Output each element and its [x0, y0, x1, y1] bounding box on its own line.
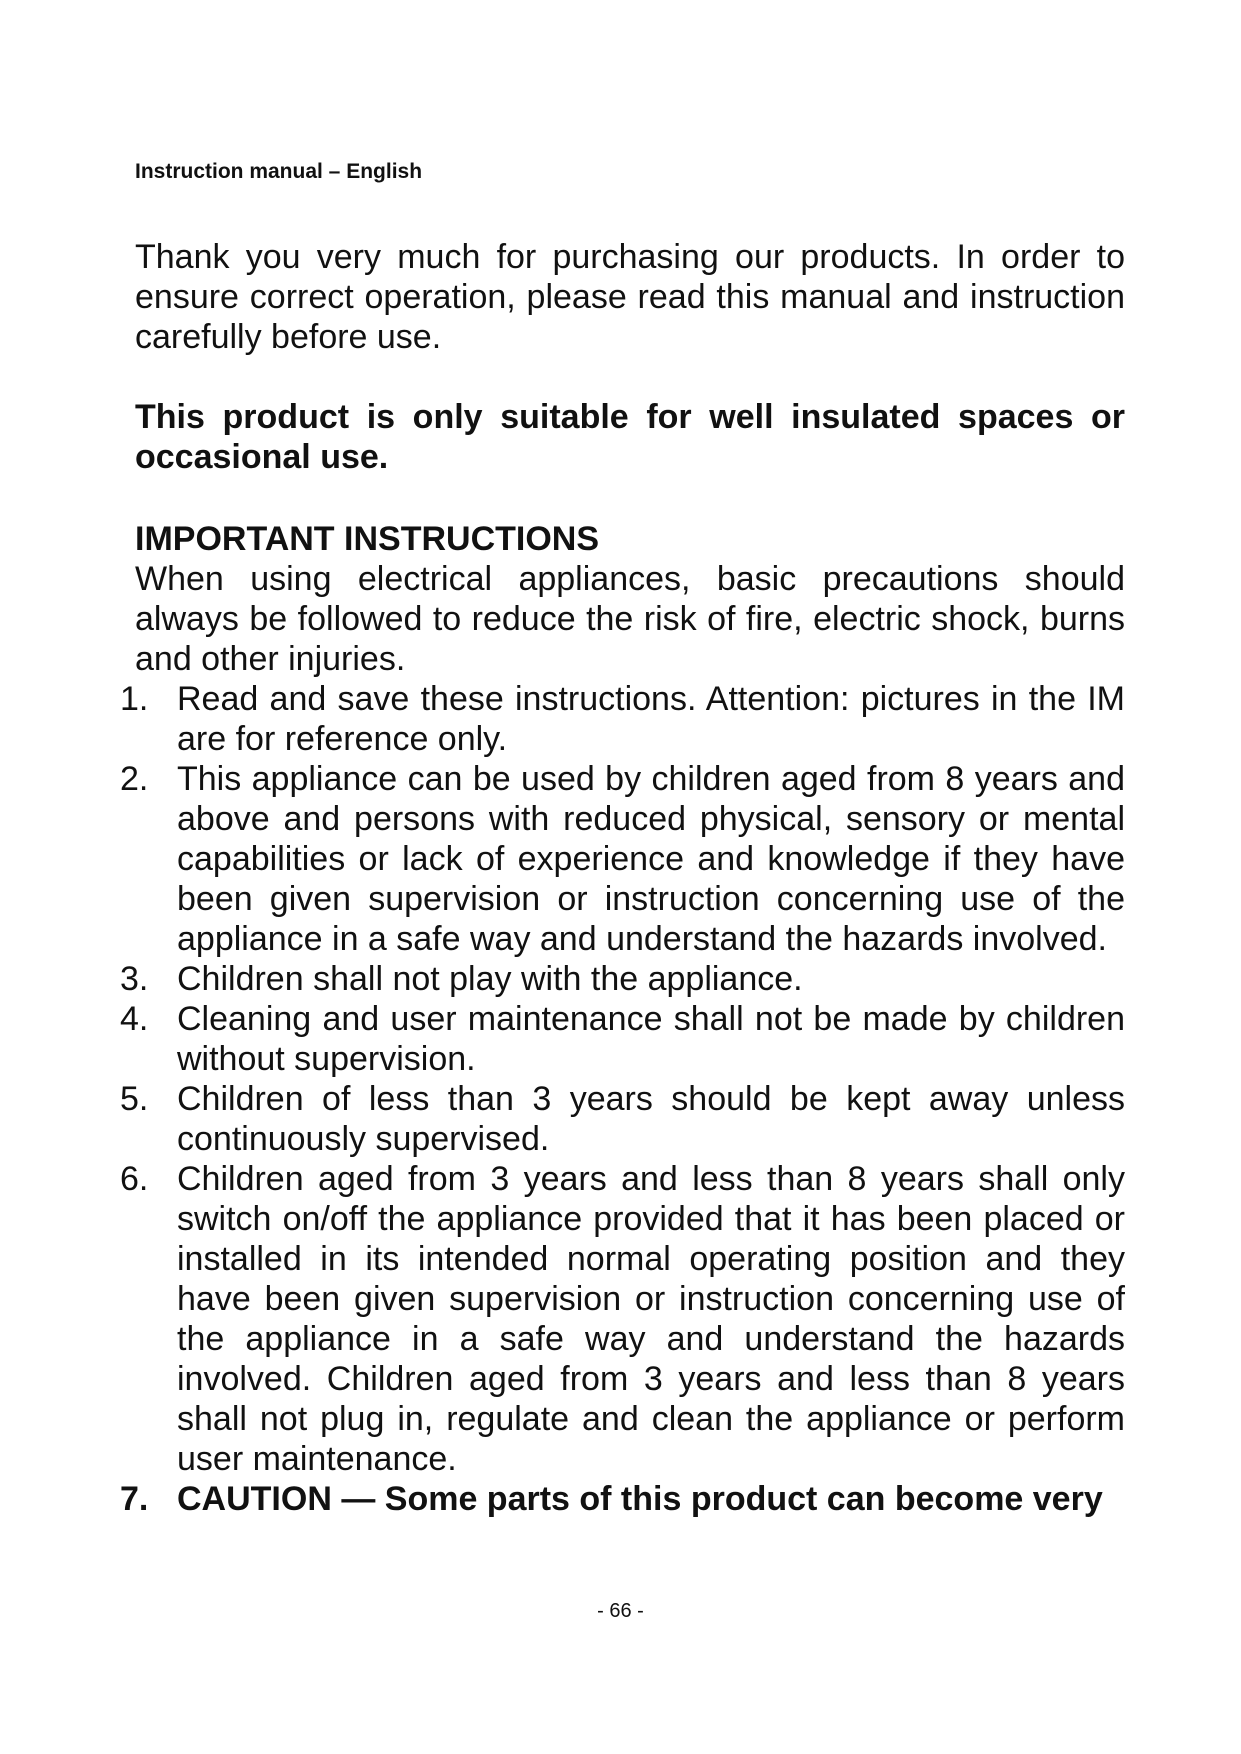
item-text: This appliance can be used by children aged from 8 years and above and persons with reduced physical, sensory or mental capabilities or lack of experience and knowledge if they have been given supervision or instruction concerning use of the appliance in a safe way and understand the hazards involved.: [177, 760, 1125, 958]
page-number: - 66 -: [597, 1600, 644, 1622]
item-number: 3.: [120, 960, 149, 998]
item-number: 4.: [120, 1000, 149, 1038]
item-number: 7.: [120, 1480, 149, 1518]
important-instructions-section: [120, 519, 1125, 1519]
item-text: Children shall not play with the appliance.: [177, 960, 803, 998]
item-number: 1.: [120, 680, 149, 718]
item-text: Cleaning and user maintenance shall not be made by children without supervision.: [177, 1000, 1125, 1078]
list-item: [120, 959, 1125, 999]
item-text: Children of less than 3 years should be kept away unless continuously supervised.: [177, 1080, 1125, 1158]
item-number: 2.: [120, 760, 149, 798]
page-content: [120, 237, 1125, 1519]
instruction-list: [120, 679, 1125, 1519]
list-item: [120, 679, 1125, 759]
suitability-notice: This product is only suitable for well insulated spaces or occasional use.: [135, 398, 1125, 476]
list-item: [120, 1079, 1125, 1159]
section-lead: When using electrical appliances, basic precautions should always be followed to reduce the risk of fire, electric shock, burns and other injuries.: [135, 560, 1125, 678]
item-text: CAUTION — Some parts of this product can become very: [177, 1480, 1103, 1518]
item-number: 6.: [120, 1160, 149, 1198]
item-number: 5.: [120, 1080, 149, 1118]
list-item: [120, 759, 1125, 959]
item-text: Read and save these instructions. Attention: pictures in the IM are for reference only.: [177, 680, 1125, 758]
list-item: [120, 1159, 1125, 1479]
intro-paragraph: Thank you very much for purchasing our products. In order to ensure correct operation, please read this manual and instruction carefully before use.: [135, 238, 1125, 356]
document-header: Instruction manual – English: [135, 160, 423, 183]
section-heading: IMPORTANT INSTRUCTIONS: [135, 520, 600, 558]
item-text: Children aged from 3 years and less than 8 years shall only switch on/off the appliance provided that it has been placed or installed in its intended normal operating position and they have been given supervision or instruction concerning use of the appliance in a safe way and understand the hazards involved. Children aged from 3 years and less than 8 years shall not plug in, regulate and clean the appliance or perform user maintenance.: [177, 1160, 1125, 1478]
caution-item: [120, 1479, 1125, 1519]
list-item: [120, 999, 1125, 1079]
